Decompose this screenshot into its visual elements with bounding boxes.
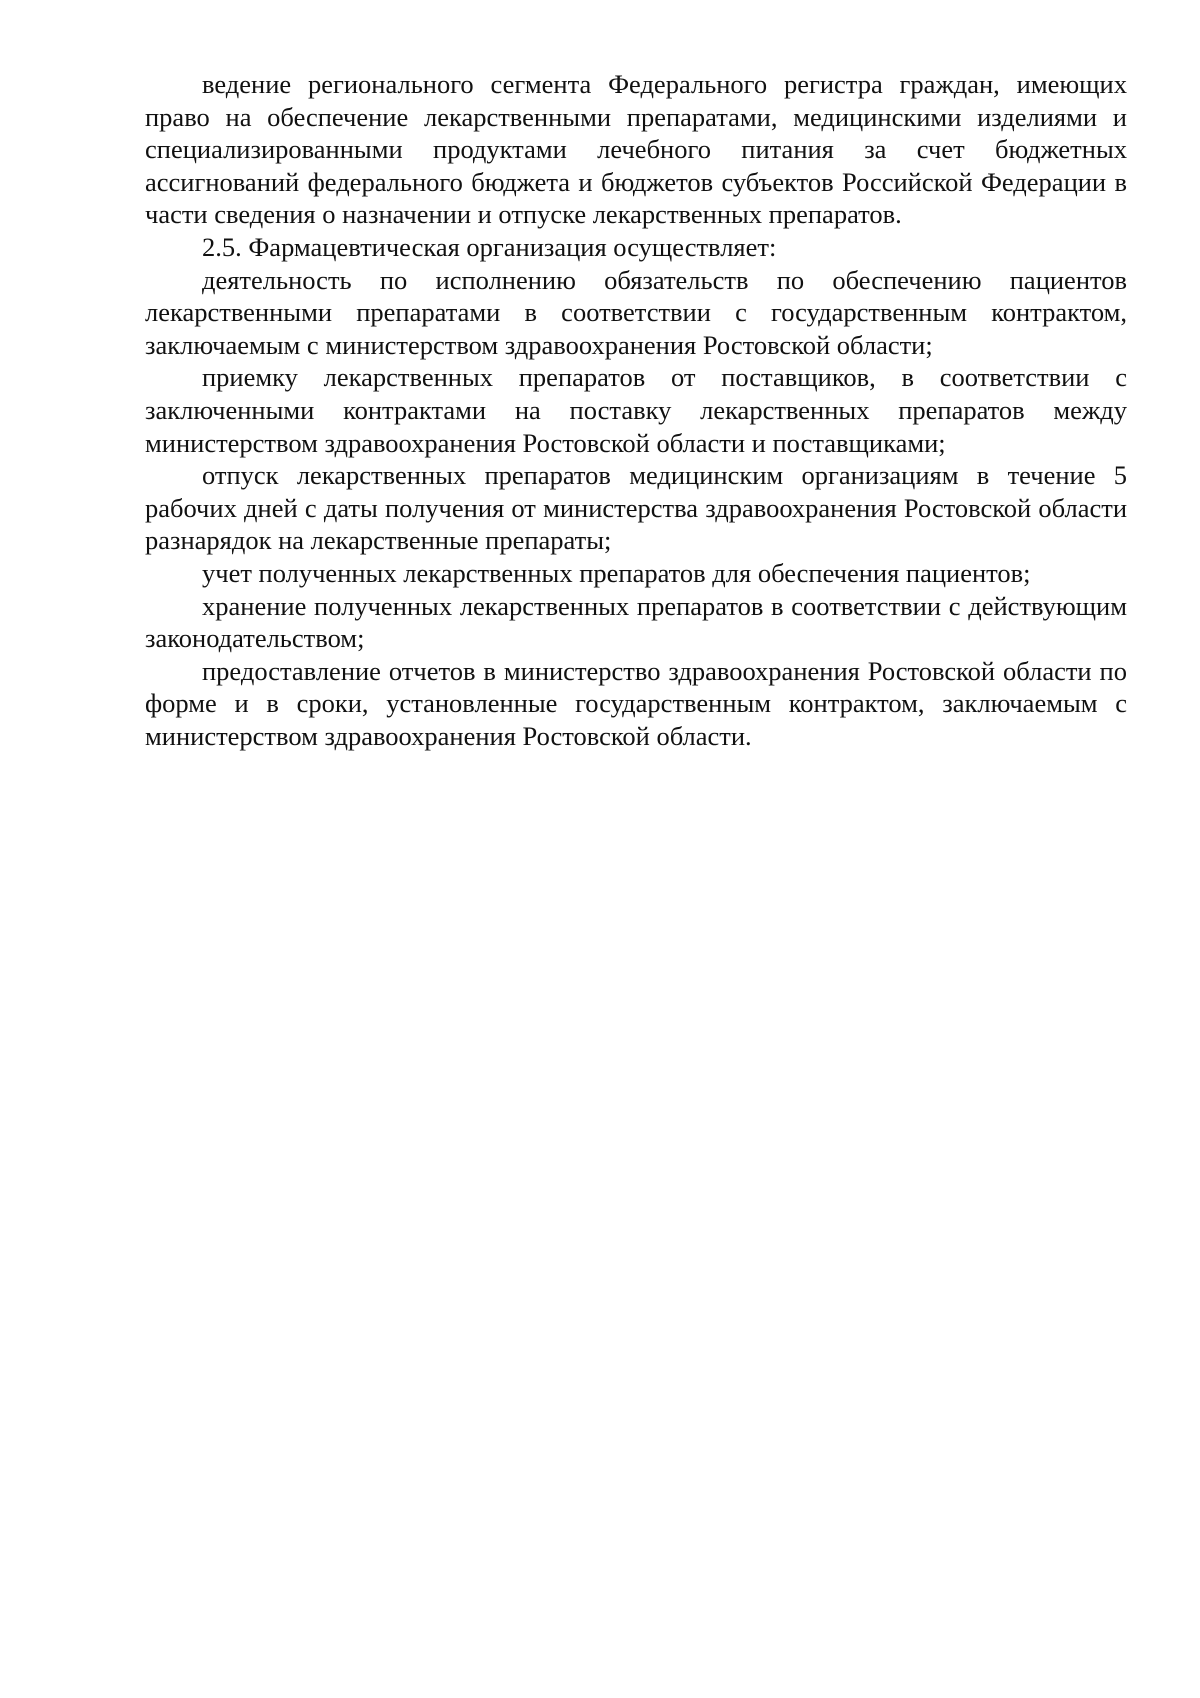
document-page [145,68,1127,752]
paragraph-section-2-5-heading: 2.5. Фармацевтическая организация осуществляет: [202,231,777,262]
paragraph-dispensing: отпуск лекарственных препаратов медицинским организациям в течение 5 рабочих дней с даты получения от министерства здравоохранения Ростовской области разнарядок на лекарственные препараты; [145,460,1127,556]
paragraph-accounting: учет полученных лекарственных препаратов для обеспечения пациентов; [202,557,1031,588]
paragraph-obligations: деятельность по исполнению обязательств по обеспечению пациентов лекарственными препаратами в соответствии с государственным контрактом, заключаемым с министерством здравоохранения Ростовской области; [145,264,1127,360]
paragraph-register-maintenance: ведение регионального сегмента Федерального регистра граждан, имеющих право на обеспечение лекарственными препаратами, медицинскими изделиями и специализированными продуктами лечебного питания за счет бюджетных ассигнований федерального бюджета и бюджетов субъектов Российской Федерации в части сведения о назначении и отпуске лекарственных препаратов. [145,69,1127,230]
paragraph-storage: хранение полученных лекарственных препаратов в соответствии с действующим законодательством; [145,590,1127,654]
paragraph-acceptance: приемку лекарственных препаратов от поставщиков, в соответствии с заключенными контрактами на поставку лекарственных препаратов между министерством здравоохранения Ростовской области и поставщиками; [145,362,1127,458]
paragraph-reporting: предоставление отчетов в министерство здравоохранения Ростовской области по форме и в сроки, установленные государственным контрактом, заключаемым с министерством здравоохранения Ростовской области. [145,655,1127,751]
